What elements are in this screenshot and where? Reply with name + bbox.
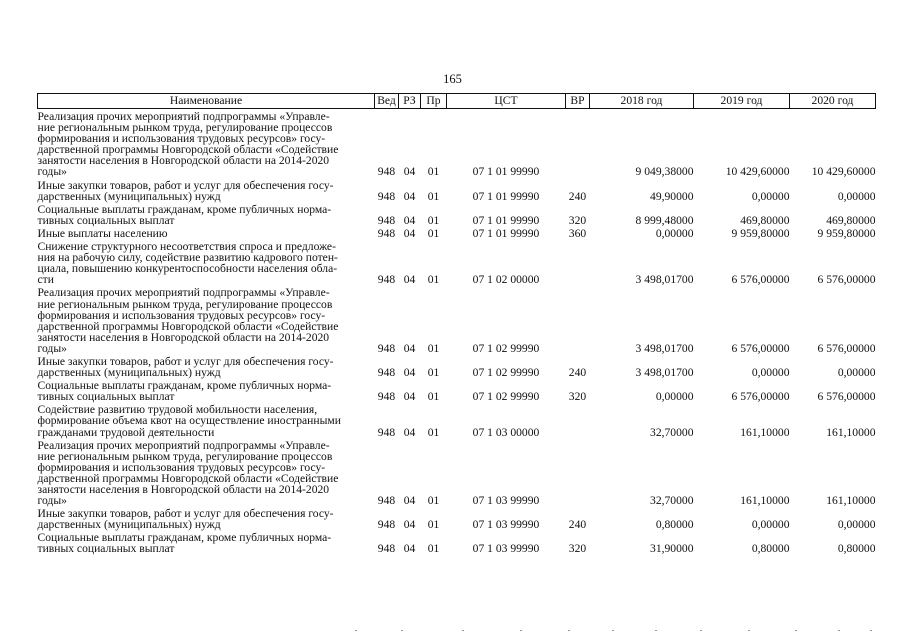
table-row — [38, 178, 876, 202]
cell-rz: 04 — [403, 226, 416, 240]
row-name-text: Социальные выплаты гражданам, кроме публичных норма- тивных социальных выплат — [37, 202, 332, 227]
cell-2019: 0,80000 — [751, 542, 790, 556]
row-name-text: Реализация прочих мероприятий подпрограммы «Управле- ние региональным рынком труда, регулирование процессов формирования и использования трудовых ресурсов» госу- дарственной программы Новгородской области «Содействие занятости населения в Новгородской области на 2014-2020 годы» — [37, 110, 339, 179]
cell-ved: 948 — [377, 273, 396, 287]
cell-pr: 01 — [427, 341, 440, 355]
cell-2020: 0,00000 — [837, 518, 876, 532]
cell-name — [38, 239, 375, 285]
cell-2019: 6 576,00000 — [731, 390, 790, 404]
cell-vr: 320 — [568, 213, 587, 227]
cell-cst: 07 1 02 99990 — [472, 341, 540, 355]
page-number: 165 — [443, 72, 462, 86]
cell-name — [38, 202, 375, 226]
cell-pr: 01 — [427, 273, 440, 287]
cell-cst: 07 1 01 99990 — [472, 226, 540, 240]
table-row — [38, 354, 876, 378]
cell-ved: 948 — [377, 226, 396, 240]
cell-cst: 07 1 01 99990 — [472, 165, 540, 179]
cell-vr: 360 — [568, 226, 587, 240]
row-name-text: Реализация прочих мероприятий подпрограммы «Управле- ние региональным рынком труда, регулирование процессов формирования и использования трудовых ресурсов» госу- дарственной программы Новгородской области «Содействие занятости населения в Новгородской области на 2014-2020 годы» — [37, 438, 339, 508]
cell-2020: 9 959,80000 — [817, 226, 876, 240]
cell-vr: 240 — [568, 366, 587, 380]
cell-pr: 01 — [427, 165, 440, 179]
cell-2019: 6 576,00000 — [731, 341, 790, 355]
cell-rz: 04 — [403, 542, 416, 556]
cell-vr — [566, 109, 590, 178]
cell-2020: 469,80000 — [826, 213, 876, 227]
cell-2019: 0,00000 — [751, 366, 790, 380]
row-name-text: Иные выплаты населению — [37, 226, 168, 240]
cell-2019: 0,00000 — [751, 189, 790, 203]
cell-2018: 9 049,38000 — [635, 165, 694, 179]
cell-ved: 948 — [377, 213, 396, 227]
column-header: Наименование — [38, 94, 375, 109]
cell-cst: 07 1 03 99990 — [472, 542, 540, 556]
cell-name — [38, 438, 375, 507]
cell-ved: 948 — [377, 390, 396, 404]
cell-pr: 01 — [427, 366, 440, 380]
cell-2019: 0,00000 — [751, 518, 790, 532]
cell-2018: 49,90000 — [650, 189, 694, 203]
table-row — [38, 438, 876, 507]
row-name-text: Содействие развитию трудовой мобильности населения, формирование объема квот на осуществление иностранными гражданами трудовой деятельности — [37, 403, 341, 439]
cell-pr: 01 — [427, 189, 440, 203]
cell-pr: 01 — [427, 390, 440, 404]
cell-name — [38, 378, 375, 402]
cell-2020: 161,10000 — [826, 425, 876, 439]
cell-ved: 948 — [377, 366, 396, 380]
cell-2018: 3 498,01700 — [635, 341, 694, 355]
table-row — [38, 378, 876, 402]
table-body — [38, 109, 876, 555]
column-header: Пр — [421, 94, 447, 109]
cell-2018: 32,70000 — [650, 425, 694, 439]
cell-vr — [566, 239, 590, 285]
cell-name — [38, 506, 375, 530]
cell-name — [38, 178, 375, 202]
cell-cst: 07 1 03 99990 — [472, 494, 540, 508]
cell-rz: 04 — [403, 213, 416, 227]
cell-vr — [566, 438, 590, 507]
cell-cst: 07 1 03 99990 — [472, 518, 540, 532]
cell-pr: 01 — [427, 226, 440, 240]
cell-rz: 04 — [403, 425, 416, 439]
cell-ved: 948 — [377, 425, 396, 439]
cell-cst: 07 1 02 99990 — [472, 366, 540, 380]
cell-2020: 6 576,00000 — [817, 273, 876, 287]
cell-2018: 8 999,48000 — [635, 213, 694, 227]
cell-ved: 948 — [377, 341, 396, 355]
cell-vr: 320 — [568, 390, 587, 404]
cell-cst: 07 1 02 00000 — [472, 273, 540, 287]
table-row — [38, 402, 876, 437]
cell-vr: 240 — [568, 518, 587, 532]
table-row — [38, 506, 876, 530]
row-name-text: Иные закупки товаров, работ и услуг для обеспечения госу- дарственных (муниципальных) нужд — [37, 178, 334, 203]
cell-name — [38, 226, 375, 239]
cell-cst: 07 1 01 99990 — [472, 189, 540, 203]
column-header: РЗ — [399, 94, 421, 109]
cell-ved: 948 — [377, 189, 396, 203]
cell-rz: 04 — [403, 494, 416, 508]
cell-vr: 320 — [568, 542, 587, 556]
row-name-text: Иные закупки товаров, работ и услуг для обеспечения госу- дарственных (муниципальных) нужд — [37, 354, 334, 380]
cell-ved: 948 — [377, 518, 396, 532]
cell-2019: 10 429,60000 — [725, 165, 790, 179]
table-row — [38, 109, 876, 178]
cell-vr — [566, 402, 590, 437]
cell-cst: 07 1 02 99990 — [472, 390, 540, 404]
cell-2020: 161,10000 — [826, 494, 876, 508]
cell-pr: 01 — [427, 542, 440, 556]
column-header: 2019 год — [694, 94, 790, 109]
cell-name — [38, 402, 375, 437]
cell-ved: 948 — [377, 542, 396, 556]
cell-2019: 6 576,00000 — [731, 273, 790, 287]
cell-2020: 0,00000 — [837, 189, 876, 203]
cell-2019: 9 959,80000 — [731, 226, 790, 240]
column-header: ЦСТ — [447, 94, 566, 109]
cell-2018: 0,80000 — [655, 518, 694, 532]
cell-2019: 161,10000 — [740, 425, 790, 439]
cell-cst: 07 1 03 00000 — [472, 425, 540, 439]
cell-2018: 32,70000 — [650, 494, 694, 508]
cell-2018: 3 498,01700 — [635, 273, 694, 287]
cell-rz: 04 — [403, 341, 416, 355]
row-name-text: Иные закупки товаров, работ и услуг для обеспечения госу- дарственных (муниципальных) нужд — [37, 507, 334, 532]
cell-rz: 04 — [403, 518, 416, 532]
cell-cst: 07 1 01 99990 — [472, 213, 540, 227]
cell-2020: 0,80000 — [837, 542, 876, 556]
cell-name — [38, 530, 375, 554]
cell-2018: 0,00000 — [655, 226, 694, 240]
table-row — [38, 226, 876, 239]
cell-pr: 01 — [427, 213, 440, 227]
budget-table — [37, 93, 876, 555]
column-header: 2020 год — [790, 94, 876, 109]
cell-2018: 31,90000 — [650, 542, 694, 556]
cell-rz: 04 — [403, 165, 416, 179]
cell-rz: 04 — [403, 390, 416, 404]
cell-2020: 10 429,60000 — [811, 165, 876, 179]
cell-2018: 3 498,01700 — [635, 366, 694, 380]
table-row — [38, 202, 876, 226]
column-header: ВР — [566, 94, 590, 109]
cell-ved: 948 — [377, 165, 396, 179]
column-header: 2018 год — [590, 94, 694, 109]
table-row — [38, 239, 876, 285]
cell-pr: 01 — [427, 494, 440, 508]
table-row — [38, 285, 876, 354]
table-header — [38, 94, 876, 109]
scan-noise — [0, 630, 905, 636]
cell-rz: 04 — [403, 189, 416, 203]
cell-vr — [566, 285, 590, 354]
cell-ved: 948 — [377, 494, 396, 508]
cell-name — [38, 285, 375, 354]
cell-2019: 161,10000 — [740, 494, 790, 508]
row-name-text: Снижение структурного несоответствия спроса и предложе- ния на рабочую силу, содействие развитию кадрового потен- циала, повышению конкурентоспособности населения обла- сти — [37, 240, 338, 287]
cell-name — [38, 109, 375, 178]
cell-rz: 04 — [403, 273, 416, 287]
cell-2020: 0,00000 — [837, 366, 876, 380]
row-name-text: Реализация прочих мероприятий подпрограммы «Управле- ние региональным рынком труда, регулирование процессов формирования и использования трудовых ресурсов» госу- дарственной программы Новгородской области «Содействие занятости населения в Новгородской области на 2014-2020 годы» — [37, 286, 339, 355]
cell-2018: 0,00000 — [655, 390, 694, 404]
row-name-text: Социальные выплаты гражданам, кроме публичных норма- тивных социальных выплат — [37, 379, 332, 404]
cell-rz: 04 — [403, 366, 416, 380]
cell-2019: 469,80000 — [740, 213, 790, 227]
cell-pr: 01 — [427, 518, 440, 532]
cell-2020: 6 576,00000 — [817, 341, 876, 355]
row-name-text: Социальные выплаты гражданам, кроме публичных норма- тивных социальных выплат — [37, 531, 332, 556]
cell-name — [38, 354, 375, 378]
cell-vr: 240 — [568, 189, 587, 203]
cell-2020: 6 576,00000 — [817, 390, 876, 404]
table-row — [38, 530, 876, 554]
cell-pr: 01 — [427, 425, 440, 439]
column-header: Вед — [375, 94, 399, 109]
